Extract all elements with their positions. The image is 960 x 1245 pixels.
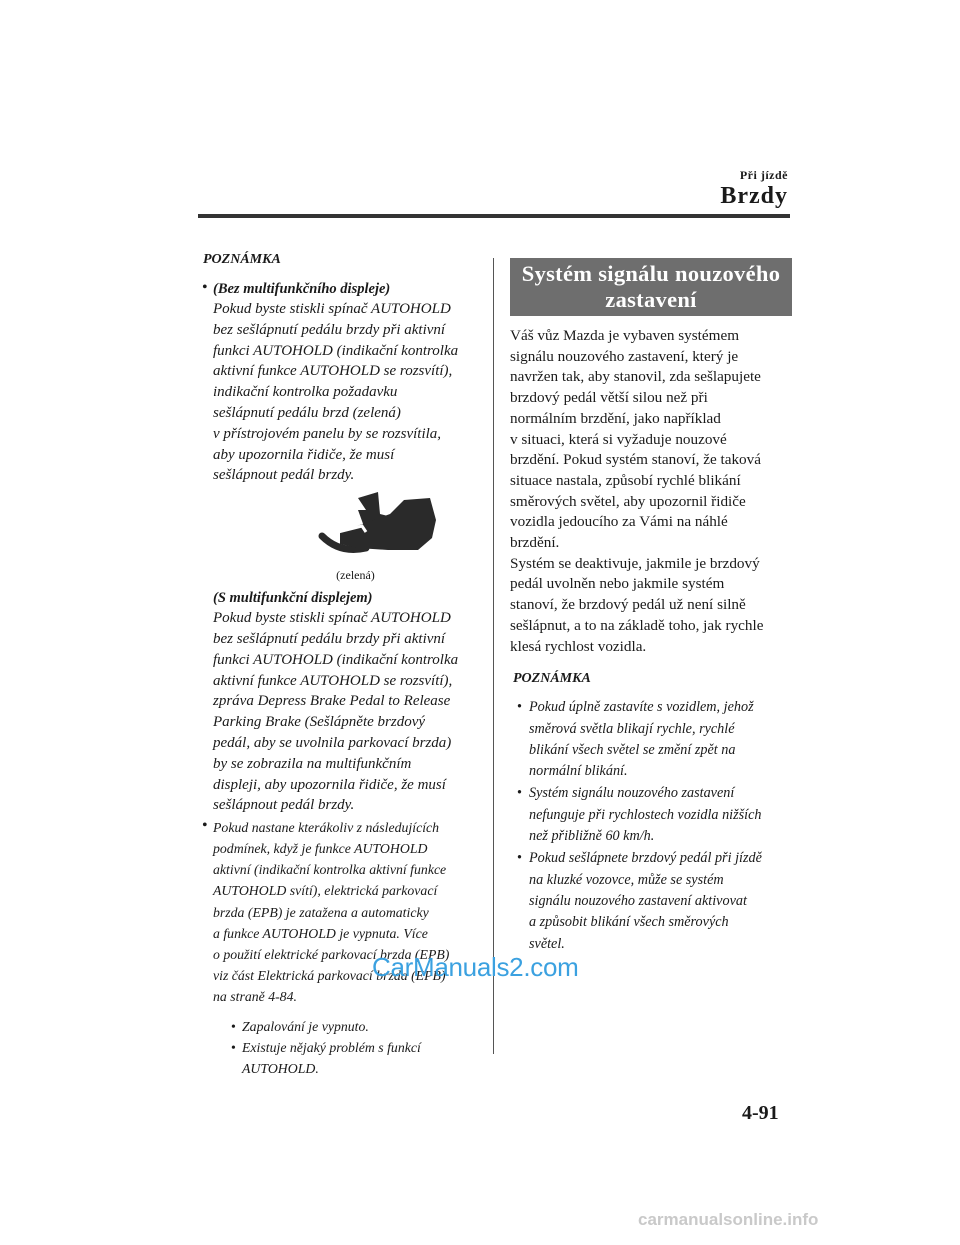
text-line: a funkce AUTOHOLD je vypnuta. Více	[213, 925, 428, 941]
text-line: sešlápnout pedál brzdy.	[213, 467, 355, 484]
text-line: Pokud byste stiskli spínač AUTOHOLD	[213, 301, 451, 317]
text-line: brzdění.	[510, 534, 560, 552]
bullet-dot: •	[517, 785, 522, 802]
sub-bullet-list	[227, 1016, 483, 1079]
text-line: aktivní funkce AUTOHOLD se rozsvítí),	[213, 363, 453, 380]
text-line: Zapalování je vypnuto.	[242, 1018, 369, 1034]
text-line: směrových světel, aby upozornil řidiče	[510, 492, 746, 510]
text-line: Pokud úplně zastavíte s vozidlem, jehož	[529, 699, 754, 716]
text-line: směrová světla blikají rychle, rychlé	[529, 720, 735, 737]
text-line: situace nastala, způsobí rychlé blikání	[510, 471, 741, 489]
text-line: Systém signálu nouzového zastavení	[529, 785, 735, 802]
note-bullet	[512, 783, 792, 847]
column-divider	[493, 258, 494, 1054]
text-line: a způsobit blikání všech směrových	[529, 914, 729, 931]
text-line: aktivní funkce AUTOHOLD se rozsvítí),	[213, 672, 453, 689]
heading-line: zastavení	[605, 287, 697, 312]
text-line: sešlápnutí pedálu brzd (zelená)	[213, 404, 401, 421]
bullet-dot: •	[231, 1018, 236, 1034]
text-line: Existuje nějaký problém s funkcí	[242, 1040, 421, 1056]
page-number: 4-91	[742, 1102, 779, 1124]
text-line: Pokud sešlápnete brzdový pedál při jízdě	[529, 850, 762, 867]
heading-line: Systém signálu nouzového	[521, 261, 781, 286]
right-column	[510, 258, 792, 956]
text-line: funkci AUTOHOLD (indikační kontrolka	[213, 651, 459, 668]
text-line: pedál, aby se uvolnila parkovací brzda)	[213, 734, 452, 751]
bullet-dot: •	[202, 279, 208, 296]
bullet-lead: (Bez multifunkčního displeje)	[213, 281, 391, 297]
text-line: indikační kontrolka požadavku	[213, 384, 398, 401]
bullet-text	[213, 299, 483, 486]
bullet-dot: •	[202, 817, 208, 835]
text-line: stanoví, že brzdový pedál už není silně	[510, 596, 746, 614]
text-line: aktivní (indikační kontrolka aktivní funkce	[213, 862, 447, 878]
text-line: světel.	[529, 935, 565, 952]
text-line: signálu nouzového zastavení, který je	[510, 347, 739, 365]
bullet-text	[213, 608, 483, 816]
text-line: Pokud nastane kterákoliv z následujících	[213, 820, 440, 836]
watermark-link[interactable]: CarManuals2.com	[372, 952, 579, 982]
text-line: normální blikání.	[529, 763, 628, 780]
text-line: signálu nouzového zastavení aktivovat	[529, 892, 747, 909]
text-line: nefunguje při rychlostech vozidla nižších	[529, 806, 762, 823]
text-line: bez sešlápnutí pedálu brzdy při aktivní	[213, 630, 446, 647]
text-line: bez sešlápnutí pedálu brzdy při aktivní	[213, 321, 446, 338]
note-bullet	[200, 817, 483, 1079]
bullet-dot: •	[517, 850, 522, 867]
text-line: viz část Elektrická parkovací brzda (EPB)	[213, 967, 446, 983]
bullet-dot: •	[517, 699, 522, 716]
sub-bullet	[229, 1037, 483, 1079]
text-line: Pokud byste stiskli spínač AUTOHOLD	[213, 610, 451, 627]
sub-bullet	[229, 1016, 483, 1037]
text-line: sešlápnut, a to na základě toho, jak rychle	[510, 616, 764, 634]
text-line: funkci AUTOHOLD (indikační kontrolka	[213, 342, 459, 359]
text-line: AUTOHOLD.	[242, 1061, 319, 1077]
bullet-dot: •	[231, 1040, 236, 1056]
text-line: v přístrojovém panelu by se rozsvítila,	[213, 425, 442, 442]
body-paragraph	[510, 326, 792, 657]
text-line: Váš vůz Mazda je vybaven systémem	[510, 327, 740, 344]
figure-caption: (zelená)	[336, 568, 375, 583]
text-line: klesá rychlost vozidla.	[510, 637, 647, 655]
footer-site-link[interactable]: carmanualsonline.info	[638, 1210, 819, 1229]
text-line: navržen tak, aby stanovil, zda sešlapujete	[510, 368, 761, 386]
text-line: brzdění. Pokud systém stanoví, že taková	[510, 451, 761, 469]
text-line: displeji, aby upozornila řidiče, že musí	[213, 776, 446, 793]
bullet-lead: (S multifunkční displejem)	[213, 590, 373, 607]
text-line: zpráva Depress Brake Pedal to Release	[213, 693, 451, 710]
text-line: pedál uvolněn nebo jakmile systém	[510, 575, 725, 593]
text-line: AUTOHOLD svítí), elektrická parkovací	[213, 883, 438, 899]
text-line: brzdový pedál větší silou než při	[510, 389, 708, 407]
text-line: vozidla jedoucího za Vámi na náhlé	[510, 513, 728, 531]
text-line: na straně 4-84.	[213, 988, 297, 1004]
text-line: podmínek, když je funkce AUTOHOLD	[213, 841, 428, 857]
section-subtitle: Při jízdě	[739, 168, 788, 182]
note-title: POZNÁMKA	[203, 252, 281, 267]
text-line: Systém se deaktivuje, jakmile je brzdový	[510, 554, 760, 572]
text-line: na kluzké vozovce, může se systém	[529, 871, 724, 888]
text-line: normálním brzdění, jako například	[510, 409, 721, 427]
text-line: aby upozornila řidiče, že musí	[213, 446, 395, 463]
note-bullet	[512, 848, 792, 954]
indicator-figure	[213, 492, 498, 584]
text-line: brzda (EPB) je zatažena a automaticky	[213, 904, 429, 920]
note-list	[510, 697, 792, 955]
section-title: Brzdy	[720, 183, 788, 209]
note-bullet	[200, 279, 483, 816]
text-line: o použití elektrické parkovací brzda (EPB)	[213, 946, 450, 962]
section-heading	[510, 258, 792, 316]
text-line: Parking Brake (Sešlápněte brzdový	[213, 714, 426, 731]
header-rule	[198, 214, 790, 218]
text-line: sešlápnout pedál brzdy.	[213, 797, 355, 814]
text-line: blikání všech světel se změní zpět na	[529, 741, 736, 758]
text-line: by se zobrazila na multifunkčním	[213, 755, 412, 772]
note-bullet	[512, 697, 792, 782]
text-line: než přibližně 60 km/h.	[529, 828, 655, 845]
foot-on-pedal-indicator-icon	[318, 492, 442, 564]
note-title: POZNÁMKA	[513, 671, 591, 687]
text-line: v situaci, která si vyžaduje nouzové	[510, 430, 727, 448]
